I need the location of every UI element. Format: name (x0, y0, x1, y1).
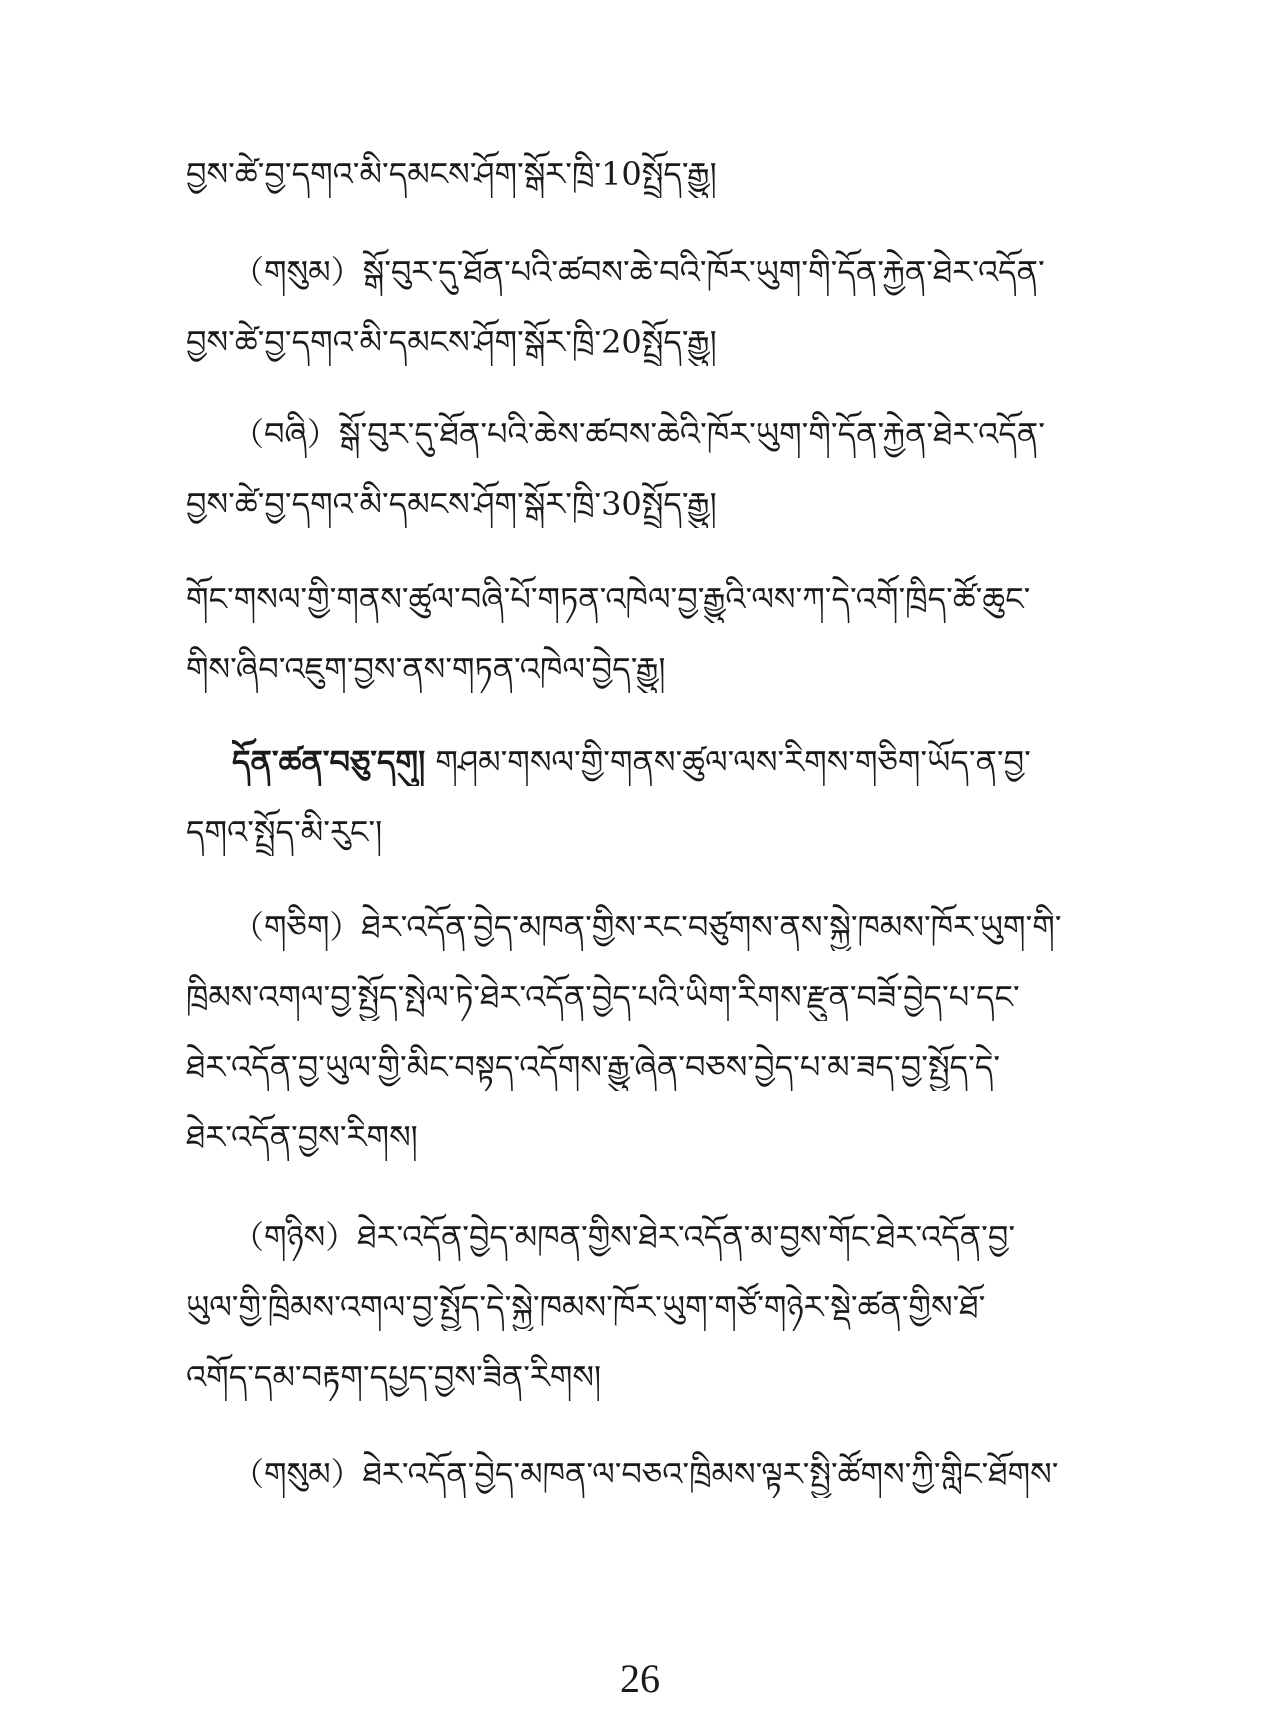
heading-line (232, 738, 1086, 786)
text-line-4: （བཞི）སྒོ་བུར་དུ་ཐོན་པའི་ཆེས་ཚབས་ཆེའི་ཁོར་ཡུག་གི་དོན་རྐྱེན་ཐེར་འདོན་ (232, 415, 1045, 453)
text-line-10: ཁྲིམས་འགལ་བྱ་སྤྱོད་སྤེལ་ཏེ་ཐེར་འདོན་བྱེད་པའི་ཡིག་རིགས་རྫུན་བཟོ་བྱེད་པ་དང་ (186, 978, 1020, 1016)
text-line-14: ཡུལ་གྱི་ཁྲིམས་འགལ་བྱ་སྤྱོད་དེ་སྐྱེ་ཁམས་ཁོར་ཡུག་གཙོ་གཉེར་སྡེ་ཚན་གྱིས་ཐོ་ (186, 1288, 986, 1326)
text-line-5: བྱས་ཚེ་བྱ་དགའ་མི་དམངས་ཤོག་སྒོར་ཁྲི་30སྤྲོད་རྒྱུ། (186, 485, 717, 523)
text-line-15: འགོད་དམ་བརྟག་དཔྱད་བྱས་ཟིན་རིགས། (186, 1358, 602, 1396)
text-line-1: བྱས་ཚེ་བྱ་དགའ་མི་དམངས་ཤོག་སྒོར་ཁྲི་10སྤྲོད་རྒྱུ། (186, 155, 717, 193)
page-number: 26 (620, 1656, 660, 1701)
text-line-16: （གསུམ）ཐེར་འདོན་བྱེད་མཁན་ལ་བཅའ་ཁྲིམས་ལྟར་སྤྱི་ཚོགས་ཀྱི་གླིང་ཐོགས་ (232, 1455, 1059, 1493)
text-line-8: དགའ་སྤྲོད་མི་རུང་། (186, 813, 383, 851)
text-line-11: ཐེར་འདོན་བྱ་ཡུལ་གྱི་མིང་བསྟད་འདོགས་རྒྱུ་ཞེན་བཅས་བྱེད་པ་མ་ཟད་བྱ་སྤྱོད་དེ་ (186, 1048, 1001, 1086)
text-line-13: （གཉིས）ཐེར་འདོན་བྱེད་མཁན་གྱིས་ཐེར་འདོན་མ་བྱས་གོང་ཐེར་འདོན་བྱ་ (232, 1218, 1016, 1256)
text-line-2: （གསུམ）སྒོ་བུར་དུ་ཐོན་པའི་ཚབས་ཆེ་བའི་ཁོར་ཡུག་གི་དོན་རྐྱེན་ཐེར་འདོན་ (232, 253, 1045, 291)
text-line-3: བྱས་ཚེ་བྱ་དགའ་མི་དམངས་ཤོག་སྒོར་ཁྲི་20སྤྲོད་རྒྱུ། (186, 323, 717, 361)
text-line-12: ཐེར་འདོན་བྱས་རིགས། (186, 1118, 418, 1156)
text-line-6: གོང་གསལ་གྱི་གནས་ཚུལ་བཞི་པོ་གཏན་འཁེལ་བྱ་རྒྱུའི་ལས་ཀ་དེ་འགོ་ཁྲིད་ཚོ་ཆུང་ (186, 580, 1031, 618)
text-line-9: （གཅིག）ཐེར་འདོན་བྱེད་མཁན་གྱིས་རང་བཙུགས་ནས་སྐྱེ་ཁམས་ཁོར་ཡུག་གི་ (232, 908, 1062, 946)
text-line-7: གིས་ཞིབ་འཇུག་བྱས་ནས་གཏན་འཁེལ་བྱེད་རྒྱུ། (186, 650, 666, 688)
heading-text: གཤམ་གསལ་གྱི་གནས་ཚུལ་ལས་རིགས་གཅིག་ཡོད་ན་བྱ་ (435, 743, 1031, 781)
section-heading: དོན་ཚན་བཅུ་དགུ། (232, 743, 426, 781)
